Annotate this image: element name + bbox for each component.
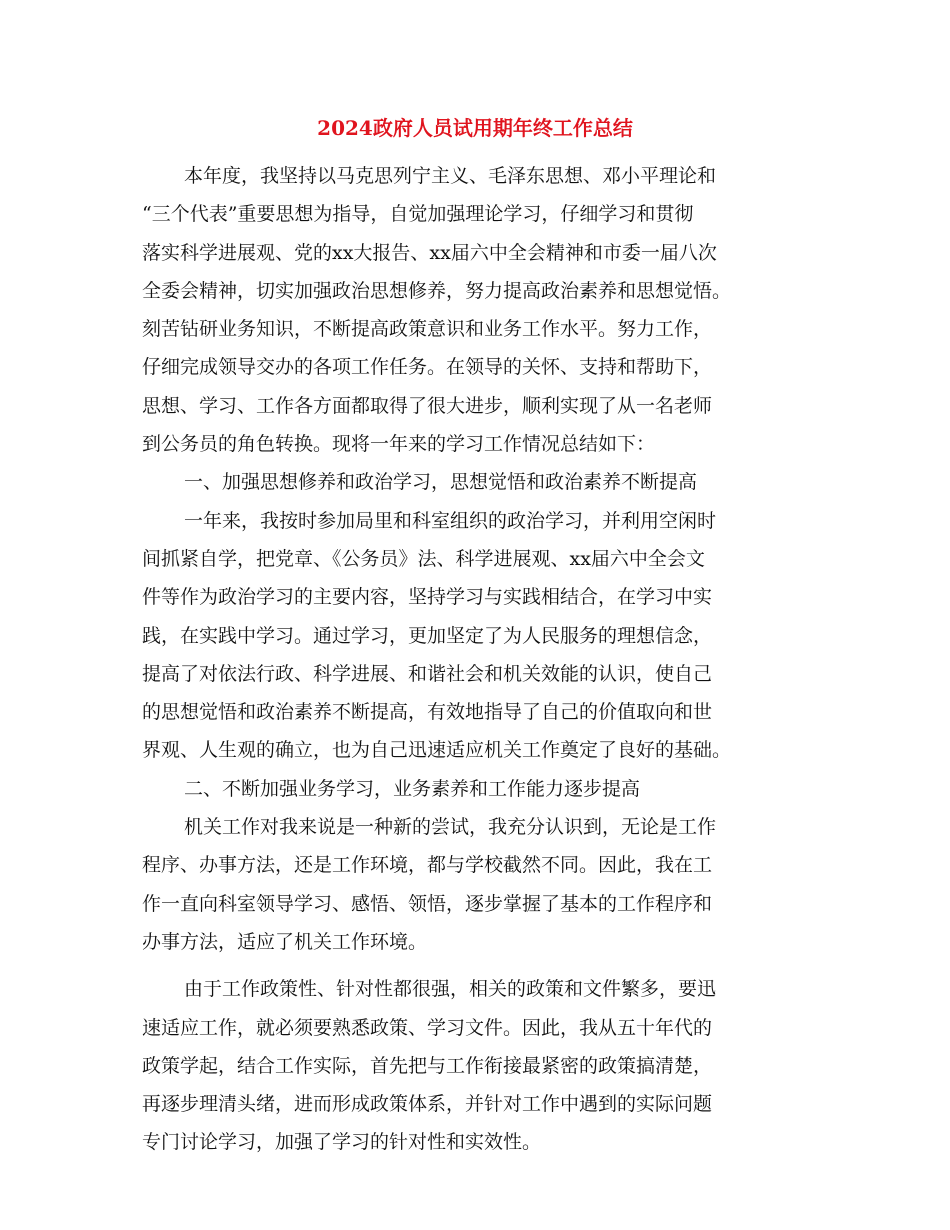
- paragraph-line: “三个代表”重要思想为指导，自觉加强理论学习，仔细学习和贯彻: [142, 203, 694, 226]
- paragraph-line: 刻苦钻研业务知识，不断提高政策意识和业务工作水平。努力工作，: [142, 318, 713, 341]
- paragraph-line: 件等作为政治学习的主要内容，坚持学习与实践相结合，在学习中实: [142, 586, 713, 609]
- paragraph-line: 作一直向科室领导学习、感悟、领悟，逐步掌握了基本的工作程序和: [142, 892, 713, 915]
- paragraph-line: 速适应工作，就必须要熟悉政策、学习文件。因此，我从五十年代的: [142, 1016, 713, 1039]
- paragraph-line: 落实科学进展观、党的xx大报告、xx届六中全会精神和市委一届八次: [142, 241, 717, 264]
- paragraph-line: 界观、人生观的确立，也为自己迅速适应机关工作奠定了良好的基础。: [142, 739, 732, 762]
- paragraph-line: 一年来，我按时参加局里和科室组织的政治学习，并利用空闲时: [184, 509, 717, 532]
- paragraph-line: 程序、办事方法，还是工作环境，都与学校截然不同。因此，我在工: [142, 854, 713, 877]
- paragraph-line: 提高了对依法行政、科学进展、和谐社会和机关效能的认识，使自己: [142, 662, 713, 685]
- paragraph-line: 思想、学习、工作各方面都取得了很大进步，顺利实现了从一名老师: [142, 394, 713, 417]
- document-title: 2024政府人员试用期年终工作总结: [317, 116, 633, 140]
- paragraph-gap: [142, 961, 812, 970]
- paragraph-line: 专门讨论学习，加强了学习的针对性和实效性。: [142, 1131, 542, 1154]
- section-heading: 二、不断加强业务学习，业务素养和工作能力逐步提高: [184, 777, 641, 800]
- paragraph-line: 政策学起，结合工作实际，首先把与工作衔接最紧密的政策搞清楚，: [142, 1054, 713, 1077]
- paragraph-line: 践，在实践中学习。通过学习，更加坚定了为人民服务的理想信念，: [142, 624, 713, 647]
- document-body: [142, 157, 812, 1162]
- paragraph-line: 机关工作对我来说是一种新的尝试，我充分认识到，无论是工作: [184, 816, 717, 839]
- paragraph-line: 办事方法，适应了机关工作环境。: [142, 930, 428, 953]
- paragraph-line: 仔细完成领导交办的各项工作任务。在领导的关怀、支持和帮助下，: [142, 356, 713, 379]
- section-heading: 一、加强思想修养和政治学习，思想觉悟和政治素养不断提高: [184, 471, 698, 494]
- paragraph-line: 到公务员的角色转换。现将一年来的学习工作情况总结如下：: [142, 433, 656, 456]
- paragraph-line: 本年度，我坚持以马克思列宁主义、毛泽东思想、邓小平理论和: [184, 165, 717, 187]
- paragraph-line: 由于工作政策性、针对性都很强，相关的政策和文件繁多，要迅: [184, 978, 717, 1001]
- paragraph-line: 全委会精神，切实加强政治思想修养，努力提高政治素养和思想觉悟。: [142, 279, 732, 302]
- paragraph-line: 的思想觉悟和政治素养不断提高，有效地指导了自己的价值取向和世: [142, 701, 713, 724]
- paragraph-line: 再逐步理清头绪，进而形成政策体系，并针对工作中遇到的实际问题: [142, 1093, 713, 1116]
- paragraph-line: 间抓紧自学，把党章、《公务员》法、科学进展观、xx届六中全会文: [142, 547, 705, 570]
